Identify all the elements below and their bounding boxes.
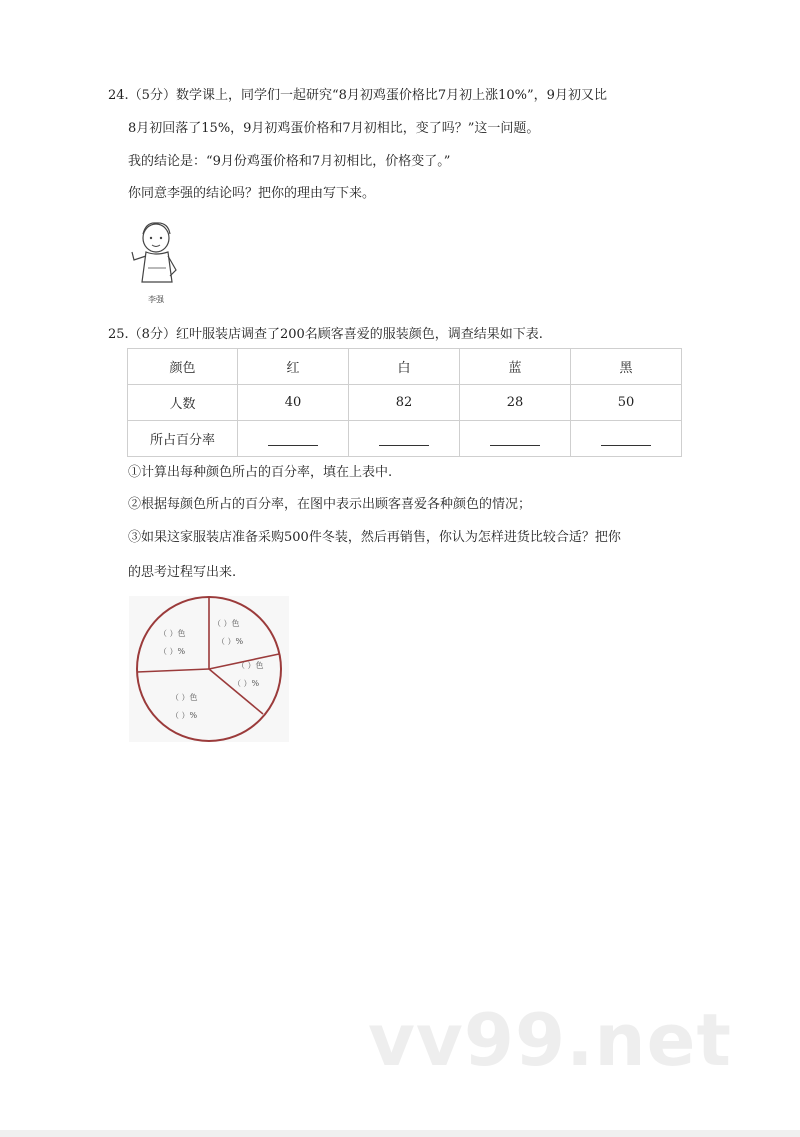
pie-label-pct-4: （ ）%: [171, 711, 198, 720]
count-black: 50: [571, 385, 682, 421]
pie-label-color-4: （ ）色: [171, 693, 198, 702]
color-survey-table: [127, 348, 682, 457]
count-red: 40: [238, 385, 349, 421]
row-label-percent: 所占百分率: [128, 421, 238, 457]
percent-blank-red[interactable]: [238, 421, 349, 457]
watermark: vv99.net: [368, 998, 732, 1082]
q25-sub-1: ①计算出每种颜色所占的百分率，填在上表中.: [128, 465, 393, 480]
page-bottom-edge: [0, 1130, 800, 1137]
pie-label-color-2: （ ）色: [213, 619, 240, 628]
percent-blank-white[interactable]: [349, 421, 460, 457]
q25-sub-3: ③如果这家服装店准备采购500件冬装，然后再销售，你认为怎样进货比较合适？把你: [128, 530, 621, 545]
row-label-color: 颜色: [128, 349, 238, 385]
count-blue: 28: [460, 385, 571, 421]
q24-line-1: 24.（5分）数学课上，同学们一起研究“8月初鸡蛋价格比7月初上涨10%”，9月初又比: [108, 88, 607, 103]
pie-label-color-3: （ ）色: [237, 661, 264, 670]
table-row-counts: [128, 385, 682, 421]
color-blue: 蓝: [460, 349, 571, 385]
table-row-percent: [128, 421, 682, 457]
q25-sub-3-cont: 的思考过程写出来.: [128, 565, 237, 580]
pie-label-pct-1: （ ）%: [159, 647, 186, 656]
percent-blank-blue[interactable]: [460, 421, 571, 457]
q24-line-4: 你同意李强的结论吗？把你的理由写下来。: [128, 186, 376, 201]
pie-label-pct-2: （ ）%: [217, 637, 244, 646]
color-black: 黑: [571, 349, 682, 385]
q24-line-3: 我的结论是：“9月份鸡蛋价格和7月初相比，价格变了。”: [128, 154, 451, 169]
q25-line-1: 25.（8分）红叶服装店调查了200名顾客喜爱的服装颜色，调查结果如下表.: [108, 327, 543, 342]
pie-label-pct-3: （ ）%: [233, 679, 260, 688]
q25-sub-2: ②根据每颜色所占的百分率，在图中表示出顾客喜爱各种颜色的情况；: [128, 497, 532, 512]
color-red: 红: [238, 349, 349, 385]
row-label-count: 人数: [128, 385, 238, 421]
li-qiang-illustration: [126, 218, 186, 308]
li-qiang-caption: 李强: [148, 295, 164, 304]
percent-blank-black[interactable]: [571, 421, 682, 457]
pie-label-color-1: （ ）色: [159, 629, 186, 638]
blank-pie-chart: [129, 596, 289, 742]
count-white: 82: [349, 385, 460, 421]
q24-line-2: 8月初回落了15%，9月初鸡蛋价格和7月初相比，变了吗？”这一问题。: [128, 121, 540, 136]
table-row-colors: [128, 349, 682, 385]
color-white: 白: [349, 349, 460, 385]
